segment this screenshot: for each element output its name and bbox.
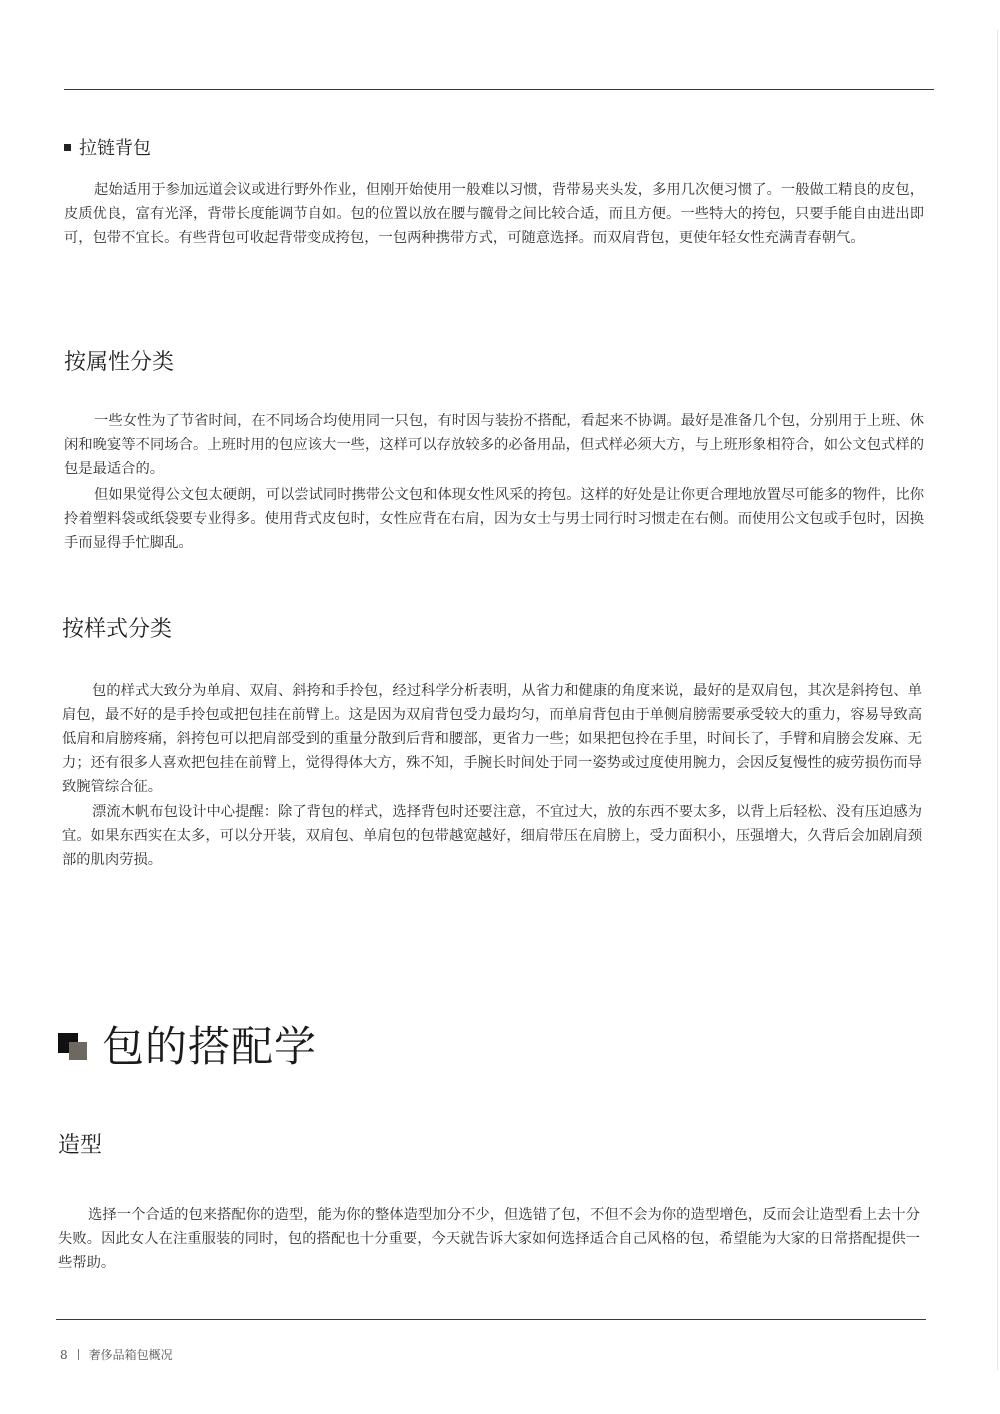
style-section-title: 按样式分类 xyxy=(62,617,173,642)
attribute-paragraph-1: 一些女性为了节省时间，在不同场合均使用同一只包，有时因与装扮不搭配，看起来不协调。最好是准备几个包，分别用于上班、休闲和晚宴等不同场合。上班时用的包应该大一些，这样可以存放较多的必备用品，但式样必须大方，与上班形象相符合，如公文包式样的包是最适合的。 xyxy=(64,413,924,477)
bottom-rule xyxy=(56,1319,926,1320)
chapter-title-text: 包的搭配学 xyxy=(102,1022,318,1071)
zipper-backpack-heading xyxy=(64,134,151,160)
shape-section-title: 造型 xyxy=(58,1133,103,1158)
style-paragraph-2: 漂流木帆布包设计中心提醒：除了背包的样式，选择背包时还要注意，不宜过大，放的东西不要太多，以背上后轻松、没有压迫感为宜。如果东西实在太多，可以分开装，双肩包、单肩包的包带越宽越好，细肩带压在肩膀上，受力面积小，压强增大，久背后会加剧肩颈部的肌肉劳损。 xyxy=(62,804,922,868)
style-paragraph-1: 包的样式大致分为单肩、双肩、斜挎和手拎包，经过科学分析表明，从省力和健康的角度来说，最好的是双肩包，其次是斜挎包、单肩包，最不好的是手拎包或把包挂在前臂上。这是因为双肩背包受力最均匀，而单肩背包由于单侧肩膀需要承受较大的重力，容易导致高低肩和肩膀疼痛，斜挎包可以把肩部受到的重量分散到后背和腰部，更省力一些；如果把包拎在手里，时间长了，手臂和肩膀会发麻、无力；还有很多人喜欢把包挂在前臂上，觉得得体大方，殊不知，手腕长时间处于同一姿势或过度使用腕力，会因反复慢性的疲劳损伤而导致腕管综合征。 xyxy=(62,683,922,795)
square-bullet-icon xyxy=(64,144,71,151)
chapter-square-icon xyxy=(58,1033,92,1063)
page-number: 8 xyxy=(60,1347,68,1362)
page-edge-line xyxy=(997,30,998,1370)
attribute-paragraph-2: 但如果觉得公文包太硬朗，可以尝试同时携带公文包和体现女性风采的挎包。这样的好处是让你更合理地放置尽可能多的物件，比你拎着塑料袋或纸袋要专业得多。使用背式皮包时，女性应背在右肩，因为女士与男士同行时习惯走在右侧。而使用公文包或手包时，因换手而显得手忙脚乱。 xyxy=(64,487,924,551)
top-rule xyxy=(64,89,934,90)
footer-separator xyxy=(78,1349,79,1360)
page-footer xyxy=(60,1346,173,1363)
zipper-backpack-heading-text: 拉链背包 xyxy=(79,138,151,159)
zipper-backpack-paragraph: 起始适用于参加远道会议或进行野外作业，但刚开始使用一般难以习惯，背带易夹头发，多用几次便习惯了。一般做工精良的皮包，皮质优良，富有光泽，背带长度能调节自如。包的位置以放在腰与髋骨之间比较合适，而且方便。一些特大的挎包，只要手能自由进出即可，包带不宜长。有些背包可收起背带变成挎包，一包两种携带方式，可随意选择。而双肩背包，更使年轻女性充满青春朝气。 xyxy=(64,182,924,246)
chapter-title xyxy=(58,1014,317,1074)
book-title: 奢侈品箱包概况 xyxy=(88,1348,173,1362)
attribute-section-title: 按属性分类 xyxy=(64,350,175,375)
shape-paragraph: 选择一个合适的包来搭配你的造型，能为你的整体造型加分不少，但选错了包，不但不会为你的造型增色，反而会让造型看上去十分失败。因此女人在注重服装的同时，包的搭配也十分重要，今天就告诉大家如何选择适合自己风格的包，希望能为大家的日常搭配提供一些帮助。 xyxy=(58,1207,920,1271)
